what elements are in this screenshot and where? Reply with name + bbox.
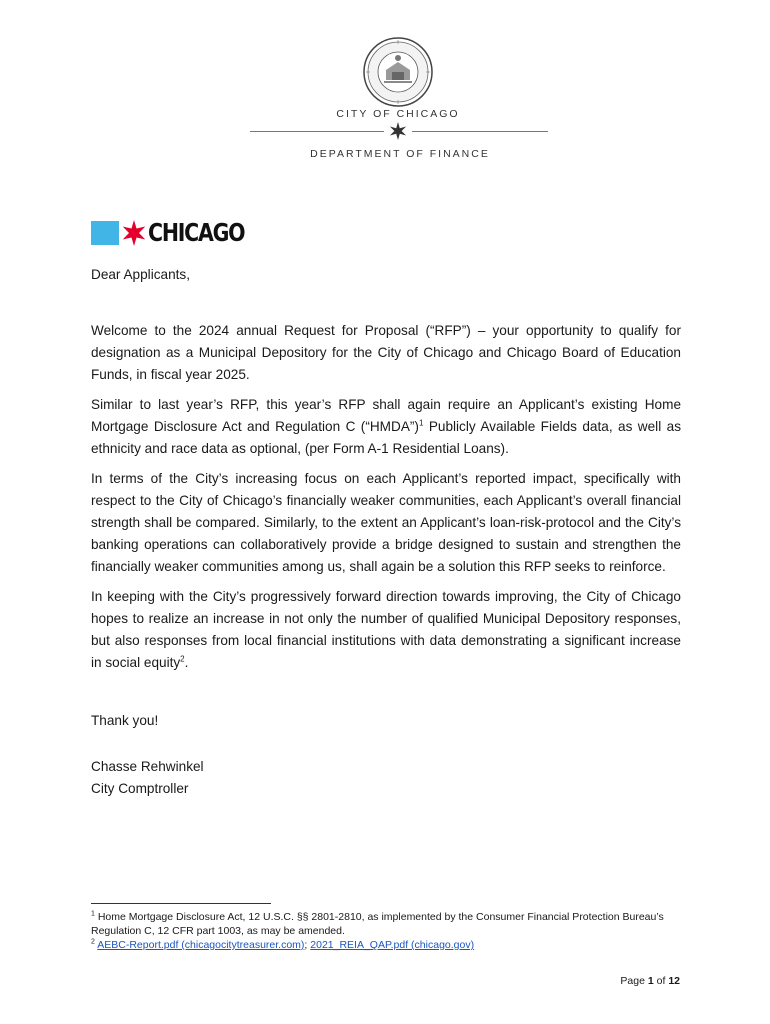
paragraph-equity-text-b: . <box>184 655 189 670</box>
letterhead-city: CITY OF CHICAGO <box>336 108 460 120</box>
footnote-2-link-aebc-report[interactable]: AEBC-Report.pdf (chicagocitytreasurer.com) <box>97 939 305 951</box>
footnote-2-link-reia-qap[interactable]: 2021_REIA_QAP.pdf (chicago.gov) <box>310 939 475 951</box>
footnote-1-text: Home Mortgage Disclosure Act, 12 U.S.C. §§ 2801-2810, as implemented by the Consumer Financial Protection Bureau’s Regulation C, 12 CFR part 1003, as may be amended. <box>91 911 664 937</box>
paragraph-hmda <box>91 394 681 460</box>
logo-blue-box <box>91 221 119 245</box>
letterhead-rule-right <box>412 131 548 132</box>
page-number-prefix: Page <box>620 975 648 987</box>
letterhead-department: DEPARTMENT OF FINANCE <box>310 148 490 160</box>
paragraph-hmda-text-a: Similar to last year’s RFP, this year’s RFP shall again require an Applicant’s existing Home Mortgage Disclosure Act and Regulation C (“HMDA”) <box>91 397 681 434</box>
paragraph-equity-text-a: In keeping with the City’s progressively forward direction towards improving, the City of Chicago hopes to realize an increase in not only the number of qualified Municipal Depository responses, but also responses from local financial institutions with data demonstrating a significant increase in social equity <box>91 589 681 670</box>
letterhead-rule-left <box>250 131 384 132</box>
page-number-total: 12 <box>668 975 680 987</box>
closing-thanks: Thank you! <box>91 713 159 728</box>
paragraph-equity <box>91 586 681 674</box>
signer-name: Chasse Rehwinkel <box>91 759 204 774</box>
paragraph-hmda-text-b: Publicly Available Fields data, as well as ethnicity and race data as optional, (per Form A-1 Residential Loans). <box>91 419 682 456</box>
six-point-star-icon <box>121 220 147 246</box>
footnote-ref-1[interactable]: 1 <box>418 418 424 428</box>
footnotes <box>91 910 691 952</box>
footnote-2-number: 2 <box>91 938 95 946</box>
logo-wordmark: CHICAGO <box>148 218 245 247</box>
page-number-current: 1 <box>647 975 654 987</box>
signer-title: City Comptroller <box>91 781 189 796</box>
footnote-divider <box>91 903 271 904</box>
footnote-1 <box>91 910 691 938</box>
footnote-1-number: 1 <box>91 910 95 918</box>
footnote-ref-2[interactable]: 2 <box>180 654 185 664</box>
salutation: Dear Applicants, <box>91 267 190 282</box>
page-number <box>560 975 680 987</box>
page-number-of: of <box>653 975 669 987</box>
chicago-logo <box>91 219 266 247</box>
paragraph-intro: Welcome to the 2024 annual Request for Proposal (“RFP”) – your opportunity to qualify for designation as a Municipal Depository for the City of Chicago and Chicago Board of Education Funds, in fiscal year 2025. <box>91 323 681 382</box>
paragraph-impact: In terms of the City’s increasing focus on each Applicant’s reported impact, specifically with respect to the City of Chicago’s financially weaker communities, each Applicant’s overall financial strength shall be compared. Similarly, to the extent an Applicant’s loan-risk-protocol and the City’s banking operations can collaboratively provide a bridge designed to sustain and strengthen the financially weaker communities among us, shall again be a solution this RFP seeks to reinforce. <box>91 471 681 574</box>
star-icon <box>389 122 407 140</box>
signature-block <box>91 756 681 800</box>
footnote-2 <box>91 938 691 952</box>
city-seal-icon <box>362 36 434 108</box>
footnote-2-separator: ; <box>304 939 311 951</box>
